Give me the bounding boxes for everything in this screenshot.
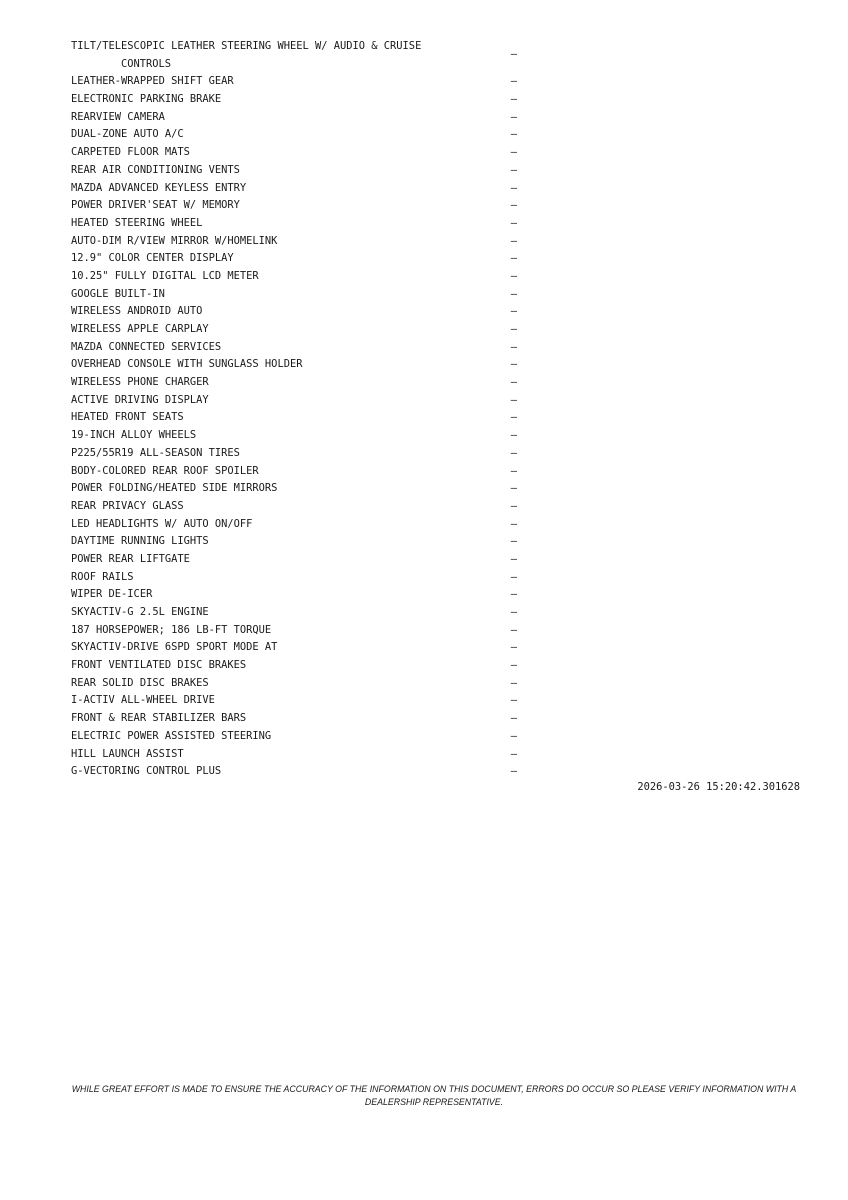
feature-row (71, 144, 521, 162)
feature-row (71, 445, 521, 463)
feature-row (71, 675, 521, 693)
feature-row (71, 480, 521, 498)
feature-label: CARPETED FLOOR MATS (71, 146, 190, 159)
feature-row (71, 409, 521, 427)
feature-row (71, 622, 521, 640)
feature-value: — (510, 146, 517, 159)
feature-row (71, 533, 521, 551)
feature-row (71, 321, 521, 339)
feature-value: — (510, 729, 517, 742)
feature-row (71, 268, 521, 286)
feature-label: MAZDA ADVANCED KEYLESS ENTRY (71, 181, 247, 194)
feature-row (71, 109, 521, 127)
feature-value: — (510, 552, 517, 565)
feature-label: FRONT VENTILATED DISC BRAKES (71, 659, 247, 672)
feature-value: — (510, 216, 517, 229)
feature-row (71, 73, 521, 91)
feature-value: — (510, 234, 517, 247)
feature-value: — (510, 712, 517, 725)
feature-label: ELECTRIC POWER ASSISTED STEERING (71, 729, 272, 742)
feature-value: — (510, 287, 517, 300)
feature-value: — (510, 588, 517, 601)
feature-row (71, 551, 521, 569)
feature-value: — (510, 340, 517, 353)
feature-label: I-ACTIV ALL-WHEEL DRIVE (71, 694, 215, 707)
feature-value: — (510, 429, 517, 442)
feature-label: POWER DRIVER'SEAT W/ MEMORY (71, 199, 240, 212)
feature-label: POWER REAR LIFTGATE (71, 552, 190, 565)
feature-value: — (510, 110, 517, 123)
feature-row (71, 91, 521, 109)
feature-value: — (510, 535, 517, 548)
feature-label: AUTO-DIM R/VIEW MIRROR W/HOMELINK (71, 234, 278, 247)
feature-value: — (510, 517, 517, 530)
feature-row (71, 215, 521, 233)
feature-label: 187 HORSEPOWER; 186 LB-FT TORQUE (71, 623, 272, 636)
feature-row (71, 427, 521, 445)
feature-label: OVERHEAD CONSOLE WITH SUNGLASS HOLDER (71, 358, 303, 371)
feature-row (71, 339, 521, 357)
feature-label-text: TILT/TELESCOPIC LEATHER STEERING WHEEL W/ AUDIO & CRUISE (71, 40, 422, 52)
feature-value: — (510, 570, 517, 583)
feature-value: — (510, 446, 517, 459)
feature-row (71, 463, 521, 481)
feature-label: WIRELESS APPLE CARPLAY (71, 323, 209, 336)
feature-label: HEATED STEERING WHEEL (71, 216, 203, 229)
feature-value: — (510, 482, 517, 495)
feature-row (71, 639, 521, 657)
feature-row (71, 374, 521, 392)
feature-value: — (510, 358, 517, 371)
feature-row (71, 303, 521, 321)
feature-value: — (510, 694, 517, 707)
feature-row (71, 516, 521, 534)
feature-value: — (510, 747, 517, 760)
feature-label: POWER FOLDING/HEATED SIDE MIRRORS (71, 482, 278, 495)
feature-row (71, 356, 521, 374)
feature-label: REARVIEW CAMERA (71, 110, 165, 123)
feature-row (71, 162, 521, 180)
feature-label: MAZDA CONNECTED SERVICES (71, 340, 222, 353)
feature-label (71, 38, 491, 73)
feature-label: LEATHER-WRAPPED SHIFT GEAR (71, 75, 234, 88)
feature-row (71, 746, 521, 764)
feature-row (71, 692, 521, 710)
disclaimer-text: WHILE GREAT EFFORT IS MADE TO ENSURE THE ACCURACY OF THE INFORMATION ON THIS DOCUMENT, ERRORS DO OCCUR SO PLEASE VERIFY INFORMATION WITH A DEALERSHIP REPRESENTATIVE. (71, 1084, 797, 1107)
feature-label: FRONT & REAR STABILIZER BARS (71, 712, 247, 725)
feature-row (71, 569, 521, 587)
feature-value: — (510, 93, 517, 106)
feature-value: — (510, 252, 517, 265)
feature-row (71, 392, 521, 410)
feature-value: — (510, 323, 517, 336)
feature-label: SKYACTIV-G 2.5L ENGINE (71, 606, 209, 619)
feature-label: WIRELESS ANDROID AUTO (71, 305, 203, 318)
feature-label: BODY-COLORED REAR ROOF SPOILER (71, 464, 259, 477)
feature-row (71, 710, 521, 728)
feature-value: — (510, 48, 517, 60)
feature-row (71, 586, 521, 604)
feature-row (71, 763, 521, 781)
feature-label: HEATED FRONT SEATS (71, 411, 184, 424)
feature-value: — (510, 393, 517, 406)
feature-label: 12.9" COLOR CENTER DISPLAY (71, 252, 234, 265)
feature-value: — (510, 641, 517, 654)
feature-row (71, 38, 521, 73)
feature-label: WIRELESS PHONE CHARGER (71, 376, 209, 389)
feature-value: — (510, 606, 517, 619)
feature-value: — (510, 411, 517, 424)
feature-value: — (510, 199, 517, 212)
feature-value: — (510, 464, 517, 477)
feature-label-continuation: CONTROLS (121, 57, 172, 70)
feature-value: — (510, 376, 517, 389)
feature-value: — (510, 128, 517, 141)
feature-value: — (510, 75, 517, 88)
feature-label: ELECTRONIC PARKING BRAKE (71, 93, 222, 106)
feature-label: G-VECTORING CONTROL PLUS (71, 765, 222, 778)
feature-label: DUAL-ZONE AUTO A/C (71, 128, 184, 141)
feature-label: HILL LAUNCH ASSIST (71, 747, 184, 760)
generated-timestamp: 2026-03-26 15:20:42.301628 (637, 781, 800, 793)
feature-row (71, 728, 521, 746)
feature-label: DAYTIME RUNNING LIGHTS (71, 535, 209, 548)
feature-row (71, 233, 521, 251)
feature-value: — (510, 623, 517, 636)
feature-value: — (510, 676, 517, 689)
feature-row (71, 604, 521, 622)
feature-label: LED HEADLIGHTS W/ AUTO ON/OFF (71, 517, 253, 530)
feature-value: — (510, 181, 517, 194)
feature-row (71, 197, 521, 215)
feature-label: 19-INCH ALLOY WHEELS (71, 429, 197, 442)
feature-row (71, 657, 521, 675)
feature-row (71, 498, 521, 516)
feature-row (71, 126, 521, 144)
feature-label: ACTIVE DRIVING DISPLAY (71, 393, 209, 406)
feature-value: — (510, 765, 517, 778)
feature-value: — (510, 659, 517, 672)
feature-list (71, 38, 521, 781)
feature-row (71, 180, 521, 198)
feature-label: ROOF RAILS (71, 570, 134, 583)
feature-label: 10.25" FULLY DIGITAL LCD METER (71, 269, 259, 282)
feature-row (71, 286, 521, 304)
feature-label: P225/55R19 ALL-SEASON TIRES (71, 446, 240, 459)
feature-label: SKYACTIV-DRIVE 6SPD SPORT MODE AT (71, 641, 278, 654)
feature-label: GOOGLE BUILT-IN (71, 287, 165, 300)
feature-value: — (510, 499, 517, 512)
feature-value: — (510, 163, 517, 176)
feature-label: WIPER DE-ICER (71, 588, 153, 601)
feature-value: — (510, 269, 517, 282)
feature-label: REAR SOLID DISC BRAKES (71, 676, 209, 689)
feature-row (71, 250, 521, 268)
feature-value: — (510, 305, 517, 318)
feature-label: REAR AIR CONDITIONING VENTS (71, 163, 240, 176)
feature-label: REAR PRIVACY GLASS (71, 499, 184, 512)
